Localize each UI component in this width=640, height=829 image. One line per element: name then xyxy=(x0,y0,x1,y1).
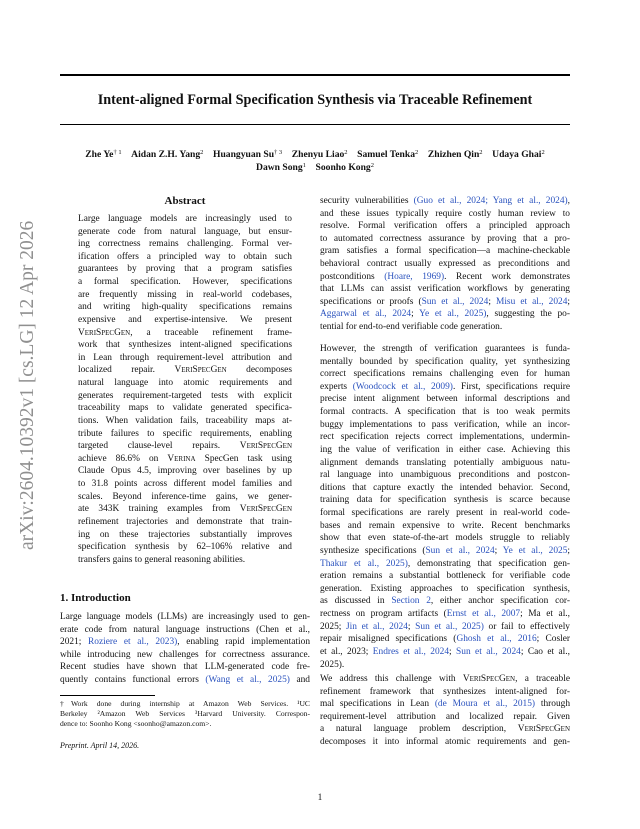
author-affiliation-marker: 1 xyxy=(302,162,306,169)
footnote-line: †Work done during internship at Amazon Web Services. ¹UC xyxy=(60,699,310,708)
text-line: scales. Beyond inference-time gains, we gener- xyxy=(78,491,292,502)
text-line: VeriSpecGen, a traceable refinement frame- xyxy=(78,327,292,338)
citation-link[interactable]: (de Moura et al., 2015) xyxy=(434,699,536,710)
citation-link[interactable]: Misu et al., 2024 xyxy=(495,296,568,307)
author-name: Huangyuan Su xyxy=(212,149,275,160)
citation-link[interactable]: Roziere et al., 2023) xyxy=(88,637,178,648)
text-line: ing the value of verification in either case. Achieving this xyxy=(320,444,570,455)
text-line: buggy implementations to pass verification, while an incor- xyxy=(320,419,570,430)
text-line: work that synthesizes intent-aligned specifications xyxy=(78,340,292,351)
author-name: Zhe Ye xyxy=(85,149,114,160)
text-line: mal specifications in Lean (de Moura et al., 2015) through xyxy=(320,699,571,710)
text-line: achieve 86.6% on Verina SpecGen task using xyxy=(78,453,292,464)
author-affiliation-marker: † 1 xyxy=(113,149,122,156)
author-affiliation-marker: 2 xyxy=(200,149,204,156)
text-line: a natural language problem description, VeriSpecGen xyxy=(320,724,570,735)
citation-link[interactable]: Ernst et al., 2007 xyxy=(446,609,521,620)
text-line: correct specifications remains challenging even for human xyxy=(320,369,570,380)
text-line: to automated correctness assurance by proving that a pro- xyxy=(320,233,570,244)
method-name: VeriSpecGen xyxy=(239,441,292,452)
text-line: rectness on program artifacts (Ernst et al., 2007; Ma et al., xyxy=(320,609,570,620)
text-line: et al., 2023; Endres et al., 2024; Sun et al., 2024; Cao et al., xyxy=(320,646,570,657)
text-line: security vulnerabilities (Guo et al., 2024; Yang et al., 2024), xyxy=(320,196,571,206)
text-line: Large language models are increasingly used to xyxy=(78,214,292,224)
text-line: formal contracts. A specification that is too weak permits xyxy=(320,407,570,418)
footnote-rule xyxy=(60,695,155,696)
text-line: Aggarwal et al., 2024; Ye et al., 2025), suggesting the po- xyxy=(320,309,570,320)
author-affiliation-marker: 2 xyxy=(479,149,483,156)
citation-link[interactable]: Jin et al., 2024 xyxy=(346,621,408,632)
text-line: alignment demands translating potentially ambiguous natu- xyxy=(320,457,570,468)
author-name: Dawn Song xyxy=(256,162,303,173)
paper-title: Intent-aligned Formal Specification Synthesis via Traceable Refinement xyxy=(97,92,533,108)
text-line: experts (Woodcock et al., 2009). First, specifications require xyxy=(320,381,570,392)
text-line: requirement-level attribution and localized repair. Given xyxy=(320,711,570,722)
text-line: tions. When validation fails, traceability maps at- xyxy=(78,415,292,426)
author-name: Zhenyu Liao xyxy=(291,149,345,160)
text-line: We address this challenge with VeriSpecGen, a traceable xyxy=(320,674,570,684)
text-line: precise intent alignment between informal descriptions and xyxy=(320,394,570,405)
author-list-line-1 xyxy=(60,149,570,160)
text-line: and these issues typically require costly human review to xyxy=(320,208,570,219)
text-line: tential for end-to-end verifiable code generation. xyxy=(320,322,503,332)
text-line: However, the strength of verification guarantees is funda- xyxy=(320,344,570,354)
text-line: Recent studies have shown that LLM-generated code fre- xyxy=(60,662,310,673)
text-line: ification offers a principled way to obtain such xyxy=(78,251,292,262)
citation-link[interactable]: Section 2 xyxy=(391,596,431,607)
text-line: decomposes it into informal atomic requirements and gen- xyxy=(320,737,570,747)
text-line: specification synthesis by 62–106% relative and xyxy=(78,542,292,553)
citation-link[interactable]: Aggarwal et al., 2024 xyxy=(320,309,412,320)
author-name: Aidan Z.H. Yang xyxy=(131,149,201,160)
text-line: postconditions (Hoare, 1969). Recent work demonstrates xyxy=(320,271,570,282)
text-line: bases and remain expensive to write. Recent benchmarks xyxy=(320,520,570,531)
text-line: ditions that capture exactly the intended behavior. Second, xyxy=(320,482,570,493)
citation-link[interactable]: Sun et al., 2024 xyxy=(456,646,521,657)
page-number: 1 xyxy=(317,793,323,803)
text-line: training data for specification synthesis is scarce because xyxy=(320,495,570,506)
citation-link[interactable]: Ye et al., 2025 xyxy=(502,545,568,556)
citation-link[interactable]: Endres et al., 2024 xyxy=(372,646,450,657)
text-line: as discussed in Section 2, either anchor specification cor- xyxy=(320,596,570,607)
citation-link[interactable]: Sun et al., 2025) xyxy=(415,621,484,632)
author-affiliation-marker: † 3 xyxy=(274,149,283,156)
method-name: VeriSpecGen xyxy=(462,674,516,684)
text-line: in Lean through requirement-level attribution and xyxy=(78,352,292,363)
author-affiliation-marker: 2 xyxy=(370,162,374,169)
text-line: synthesize specifications (Sun et al., 2024; Ye et al., 2025; xyxy=(320,545,570,556)
citation-link[interactable]: Sun et al., 2024 xyxy=(421,296,489,307)
method-name: VeriSpecGen xyxy=(239,504,292,515)
citation-link[interactable]: Ghosh et al., 2016 xyxy=(456,634,537,645)
text-line: guarantees by proving that a program satisfies xyxy=(78,264,292,275)
author-name: Samuel Tenka xyxy=(357,149,415,160)
text-line: behavioral contract usually expressed as preconditions and xyxy=(320,259,570,269)
text-line: mentally bounded by specification quality, yet synthesizing xyxy=(320,356,570,367)
method-name: VeriSpecGen xyxy=(174,365,227,376)
footnote-line: Berkeley ²Amazon Web Services ³Harvard University. Correspon- xyxy=(60,709,310,719)
text-line: while introducing new challenges for correctness assurance. xyxy=(60,649,310,660)
author-affiliation-marker: 2 xyxy=(344,149,348,156)
text-line: 2025; Jin et al., 2024; Sun et al., 2025) or fail to effectively xyxy=(320,621,570,632)
method-name: VeriSpecGen xyxy=(78,327,131,338)
text-line: 2021; Roziere et al., 2023), enabling rapid implementation xyxy=(60,637,311,648)
arxiv-identifier-stamp: arXiv:2604.10392v1 [cs.LG] 12 Apr 2026 xyxy=(17,220,38,550)
text-line: refinement framework that synthesizes intent-aligned for- xyxy=(320,686,570,697)
author-list-line-2 xyxy=(60,162,570,173)
text-line: Thakur et al., 2025), demonstrating that specification gen- xyxy=(320,558,570,569)
text-line: to 31.8 points across different model families and xyxy=(78,479,292,490)
text-line: and writing high-quality specifications remains xyxy=(78,302,292,313)
citation-link[interactable]: Sun et al., 2024 xyxy=(425,545,495,556)
text-line: traceability maps to validate generated specifica- xyxy=(78,403,292,414)
author-affiliation-marker: 2 xyxy=(415,149,419,156)
text-line: Claude Opus 4.5, improving over baselines by up xyxy=(78,466,292,477)
text-line: repair misaligned specifications (Ghosh et al., 2016; Cosler xyxy=(320,634,570,645)
text-line: a formal specification. However, specifications xyxy=(78,277,292,288)
text-line: quently contains functional errors (Wang et al., 2025) and xyxy=(60,675,310,685)
method-name: VeriSpecGen xyxy=(517,724,570,735)
text-line: rect specification rejects correct implementations, undermin- xyxy=(320,432,570,443)
text-line: generation. Existing approaches to specification synthesis, xyxy=(320,583,570,594)
text-line: natural language into atomic requirements and xyxy=(78,378,292,389)
citation-link[interactable]: (Guo et al., 2024; Yang et al., 2024) xyxy=(413,196,568,206)
text-line: erate code from natural language instructions (Chen et al., xyxy=(60,624,310,635)
author-name: Udaya Ghai xyxy=(492,149,542,160)
text-line: generates requirement-targeted tests with explicit xyxy=(78,390,292,401)
text-line: gram satisfies a formal specification—a machine-checkable xyxy=(320,246,570,257)
abstract-heading: Abstract xyxy=(164,195,206,207)
text-line: 2025). xyxy=(320,659,345,670)
text-line: that LLMs can assist verification workflows by generating xyxy=(320,284,570,295)
text-line: localized repair. VeriSpecGen decomposes xyxy=(78,365,292,376)
text-line: tribute failures to specific requirements, enabling xyxy=(78,428,292,439)
text-line: specifications or proofs (Sun et al., 2024; Misu et al., 2024; xyxy=(320,296,570,307)
text-line: are frequently missing in real-world codebases, xyxy=(78,289,292,300)
title-rule-top xyxy=(60,74,570,76)
text-line: transfers gains to general reasoning abilities. xyxy=(78,554,246,565)
citation-link[interactable]: (Hoare, 1969) xyxy=(384,271,445,282)
title-rule-bottom xyxy=(60,124,570,125)
preprint-date: Preprint. April 14, 2026. xyxy=(60,741,140,750)
text-line: ing correctness remains challenging. Formal ver- xyxy=(78,239,292,250)
text-line: ral language into unambiguous preconditions and postcon- xyxy=(320,470,570,481)
citation-link[interactable]: Thakur et al., 2025) xyxy=(320,558,408,569)
section-heading-introduction: 1. Introduction xyxy=(60,592,131,604)
citation-link[interactable]: (Wang et al., 2025) xyxy=(205,675,290,685)
text-line: resolve. Formal verification offers a principled approach xyxy=(320,221,570,232)
text-line: ate 343K training examples from VeriSpecGen xyxy=(78,504,292,515)
footnote-line: dence to: Soonho Kong <soonho@amazon.com>. xyxy=(60,719,212,729)
author-name: Soonho Kong xyxy=(315,162,371,173)
text-line: show that even state-of-the-art models struggle to reliably xyxy=(320,533,570,544)
citation-link[interactable]: (Woodcock et al., 2009) xyxy=(352,381,453,392)
citation-link[interactable]: Ye et al., 2025) xyxy=(419,309,487,320)
text-line: expensive and expertise-intensive. We present xyxy=(78,314,292,325)
method-name: Verina xyxy=(167,453,196,464)
author-name: Zhizhen Qin xyxy=(427,149,480,160)
text-line: ing on these trajectories substantially improves xyxy=(78,529,292,540)
text-line: formal specifications are rarely present in real-world code- xyxy=(320,508,570,519)
text-line: Large language models (LLMs) are increasingly used to gen- xyxy=(60,612,310,622)
text-line: refinement trajectories and demonstrate that train- xyxy=(78,516,292,527)
text-line: eration remains a substantial bottleneck for verifiable code xyxy=(320,571,570,582)
author-affiliation-marker: 2 xyxy=(541,149,545,156)
text-line: generate code from natural language, but ensur- xyxy=(78,226,292,237)
text-line: targeted clause-level repairs. VeriSpecGen xyxy=(78,441,292,452)
